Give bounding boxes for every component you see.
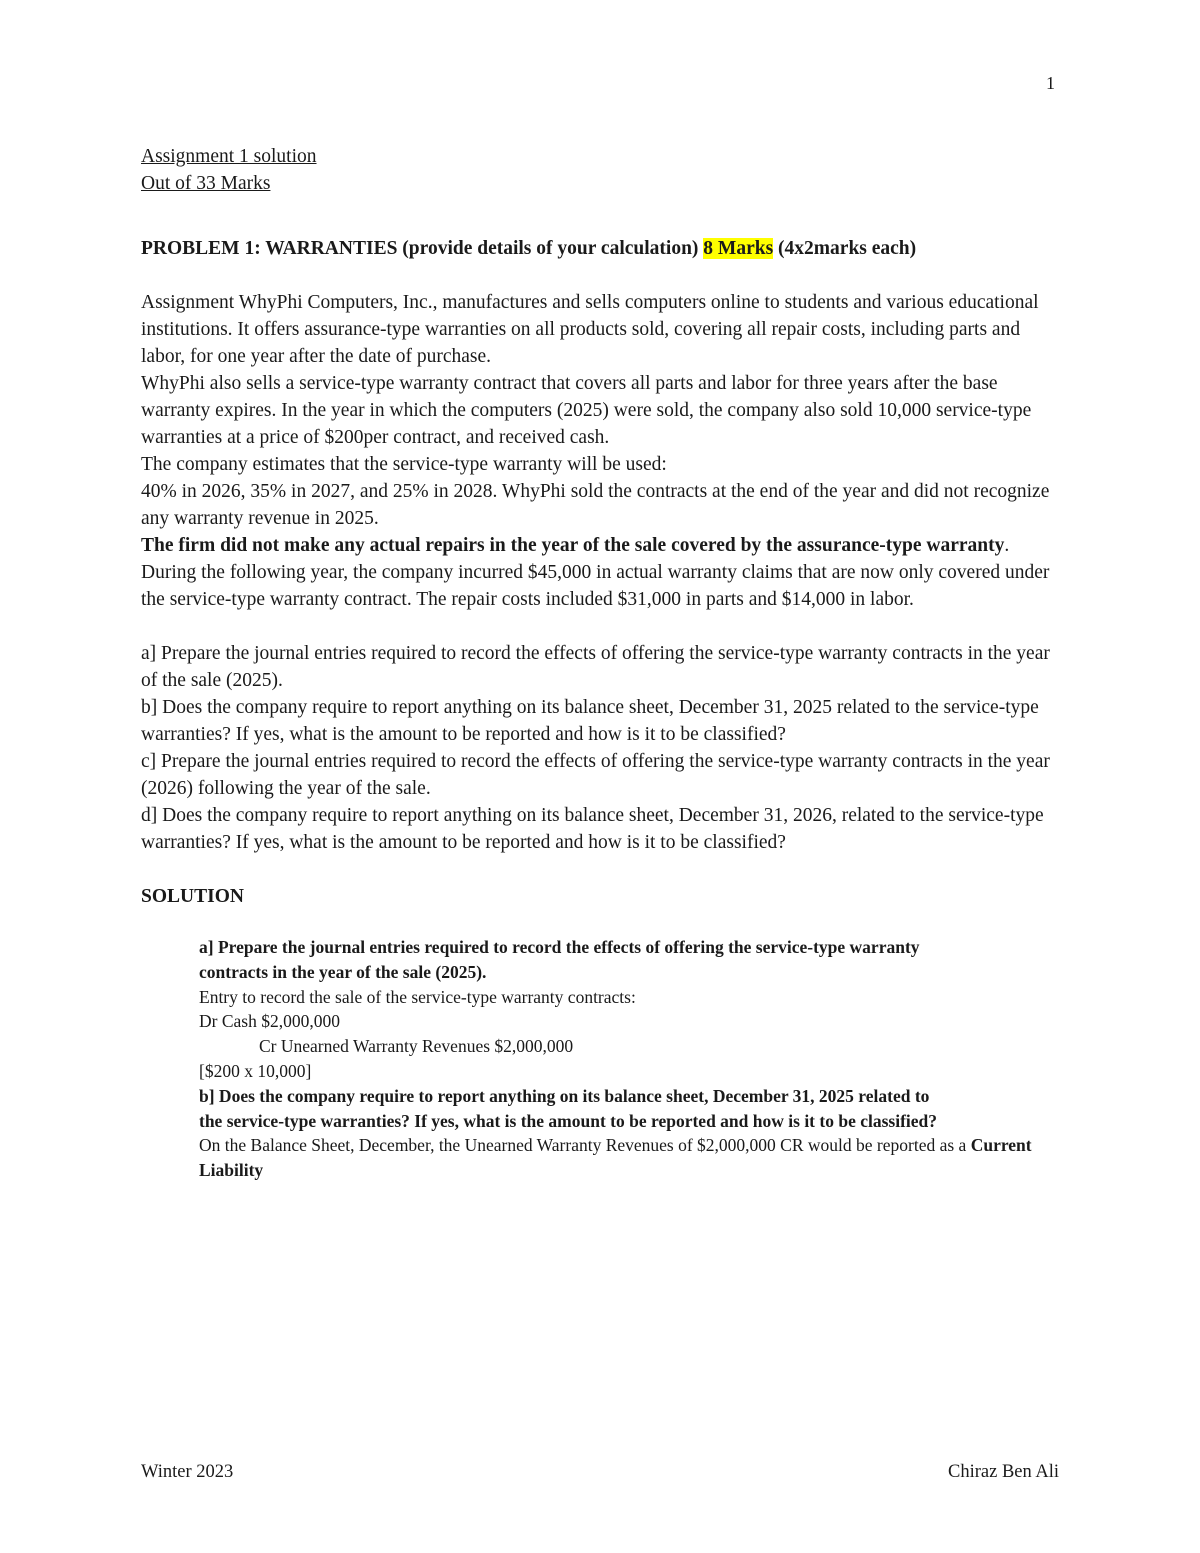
questions bbox=[141, 640, 1061, 856]
repairs-bold-text: The firm did not make any actual repairs in the year of the sale covered by the assurance-type warranty bbox=[141, 535, 1005, 556]
question-a: a] Prepare the journal entries required to record the effects of offering the service-type warranty contracts in the year of the sale (2025). bbox=[141, 643, 1050, 691]
paragraph-service-warranty: WhyPhi also sells a service-type warranty contract that covers all parts and labor for three years after the base warranty expires. In the year in which the computers (2025) were sold, the company also sold 10,000 service-type warranties at a price of $200per contract, and received cash. bbox=[141, 373, 1032, 448]
document-content bbox=[141, 143, 1061, 1183]
paragraph-usage-rates: 40% in 2026, 35% in 2027, and 25% in 2028. WhyPhi sold the contracts at the end of the year and did not recognize any warranty revenue in 2025. bbox=[141, 481, 1050, 529]
solution-heading: SOLUTION bbox=[141, 886, 244, 907]
entry-intro: Entry to record the sale of the service-type warranty contracts: bbox=[199, 986, 636, 1007]
document-title: Assignment 1 solution bbox=[141, 146, 317, 167]
solution-question-a-line2: contracts in the year of the sale (2025). bbox=[199, 961, 487, 982]
problem-heading bbox=[141, 235, 1061, 262]
solution-question-b-line2: the service-type warranties? If yes, what is the amount to be reported and how is it to be classified? bbox=[199, 1110, 938, 1131]
question-b: b] Does the company require to report anything on its balance sheet, December 31, 2025 related to the service-type warranties? If yes, what is the amount to be reported and how is it to be classified? bbox=[141, 697, 1039, 745]
question-d: d] Does the company require to report anything on its balance sheet, December 31, 2026, related to the service-type warranties? If yes, what is the amount to be reported and how is it to be classified? bbox=[141, 805, 1044, 853]
footer-term: Winter 2023 bbox=[141, 1462, 234, 1482]
problem-heading-text: PROBLEM 1: WARRANTIES (provide details of your calculation) bbox=[141, 238, 704, 259]
marks-highlight: 8 Marks bbox=[703, 238, 774, 259]
paragraph-estimate: The company estimates that the service-type warranty will be used: bbox=[141, 454, 667, 475]
repairs-text: . During the following year, the company incurred $45,000 in actual warranty claims that are now only covered under the service-type warranty contract. The repair costs included $31,000 in parts and $14,000 in labor. bbox=[141, 535, 1050, 610]
solution-answer-b bbox=[199, 1133, 1061, 1183]
journal-debit: Dr Cash $2,000,000 bbox=[199, 1011, 340, 1032]
solution-body bbox=[199, 935, 1061, 1183]
paragraph-company: Assignment WhyPhi Computers, Inc., manufactures and sells computers online to students and various educational institutions. It offers assurance-type warranties on all products sold, covering all repair costs, including parts and labor, for one year after the date of purchase. bbox=[141, 292, 1039, 367]
solution-answer-b-text: On the Balance Sheet, December, the Unearned Warranty Revenues of $2,000,000 CR would be reported as a bbox=[199, 1135, 971, 1156]
marks-total: Out of 33 Marks bbox=[141, 173, 271, 194]
page-number: 1 bbox=[1046, 73, 1055, 93]
current-liability-label: Current Liability bbox=[199, 1135, 1032, 1181]
problem-description bbox=[141, 289, 1061, 613]
solution-question-b-line1: b] Does the company require to report anything on its balance sheet, December 31, 2025 related to bbox=[199, 1085, 930, 1106]
problem-heading-marks-detail: (4x2marks each) bbox=[773, 238, 917, 259]
solution-question-a-line1: a] Prepare the journal entries required to record the effects of offering the service-type warranty bbox=[199, 937, 920, 957]
footer-author: Chiraz Ben Ali bbox=[948, 1462, 1059, 1482]
journal-calculation: [$200 x 10,000] bbox=[199, 1060, 312, 1081]
paragraph-repairs bbox=[141, 532, 1061, 613]
question-c: c] Prepare the journal entries required to record the effects of offering the service-type warranty contracts in the year (2026) following the year of the sale. bbox=[141, 751, 1050, 799]
journal-credit: Cr Unearned Warranty Revenues $2,000,000 bbox=[259, 1036, 574, 1057]
